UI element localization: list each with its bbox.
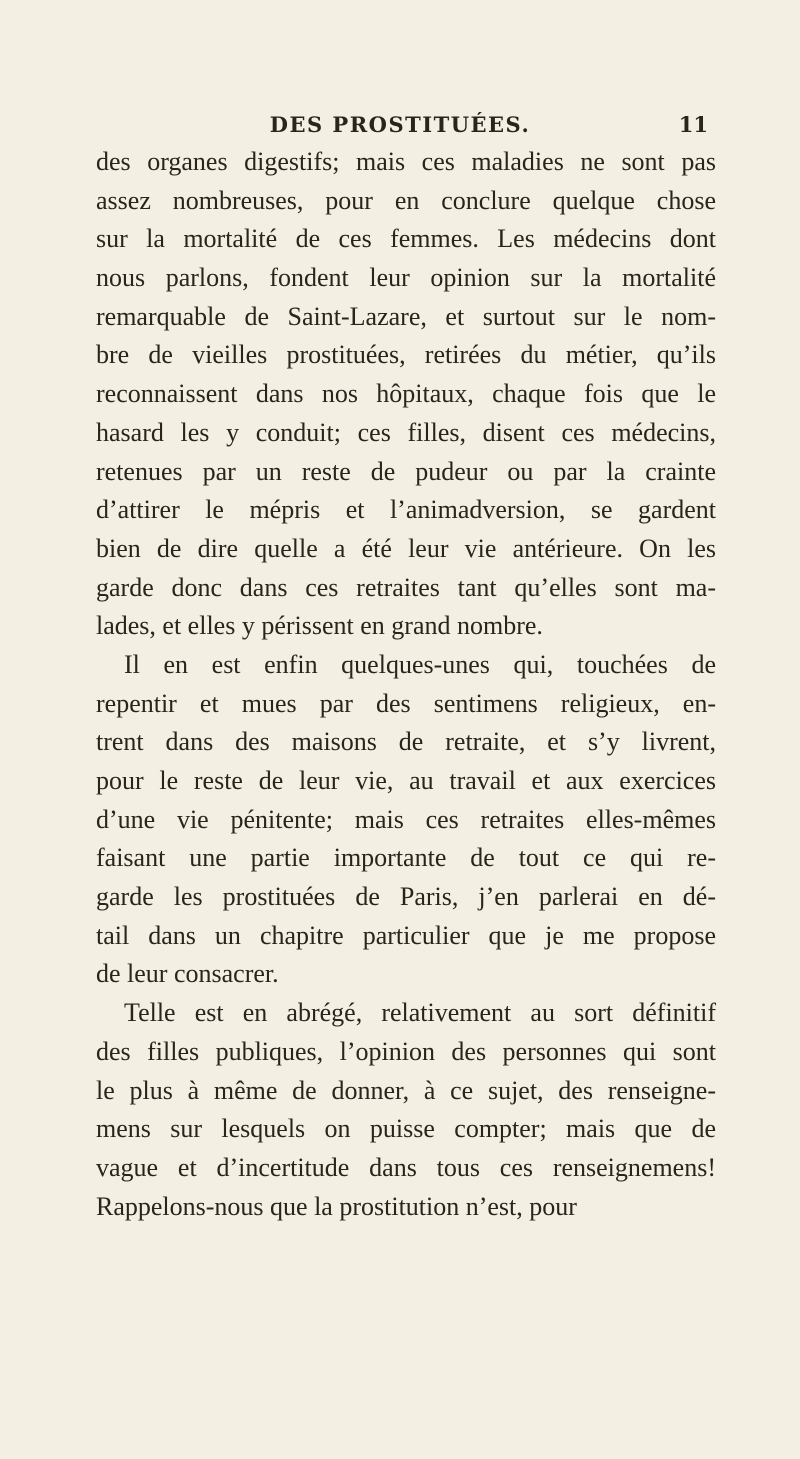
body-text [96,143,716,1226]
text-line: faisant une partie importante de tout ce qui re- [96,843,716,873]
text-line: Il en est enfin quelques-unes qui, touchées de [124,649,716,679]
text-line: le plus à même de donner, à ce sujet, des renseigne- [96,1075,716,1105]
text-line: reconnaissent dans nos hôpitaux, chaque fois que le [96,379,716,409]
text-line: Rappelons-nous que la prostitution n’est, pour [96,1191,577,1221]
text-line: bien de dire quelle a été leur vie antérieure. On les [96,533,716,563]
text-line: hasard les y conduit; ces filles, disent ces médecins, [96,417,716,447]
text-line: retenues par un reste de pudeur ou par la crainte [96,456,716,486]
running-header [0,112,800,142]
page-number: 11 [678,112,708,137]
text-line: repentir et mues par des sentimens religieux, en- [96,688,716,718]
text-line: nous parlons, fondent leur opinion sur la mortalité [96,263,716,293]
text-line: d’une vie pénitente; mais ces retraites elles-mêmes [96,804,716,834]
text-line: tail dans un chapitre particulier que je me propose [96,920,716,950]
text-line: garde les prostituées de Paris, j’en parlerai en dé- [96,882,716,912]
text-line: d’attirer le mépris et l’animadversion, se gardent [96,495,716,525]
running-title: DES PROSTITUÉES. [269,112,531,137]
text-line: garde donc dans ces retraites tant qu’elles sont ma- [96,572,716,602]
text-line: trent dans des maisons de retraite, et s’y livrent, [96,727,716,757]
text-line: lades, et elles y périssent en grand nombre. [96,611,543,641]
text-line: remarquable de Saint-Lazare, et surtout sur le nom- [96,301,716,331]
text-line: sur la mortalité de ces femmes. Les médecins dont [96,224,716,254]
text-line: vague et d’incertitude dans tous ces renseignemens! [96,1152,716,1182]
text-line: Telle est en abrégé, relativement au sort définitif [124,998,716,1028]
text-line: assez nombreuses, pour en conclure quelque chose [96,185,716,215]
text-line: de leur consacrer. [96,959,279,989]
text-line: des organes digestifs; mais ces maladies ne sont pas [96,147,716,176]
text-line: des filles publiques, l’opinion des personnes qui sont [96,1036,716,1066]
text-line: pour le reste de leur vie, au travail et aux exercices [96,766,716,795]
text-line: bre de vieilles prostituées, retirées du métier, qu’ils [96,340,716,370]
text-line: mens sur lesquels on puisse compter; mais que de [96,1114,716,1144]
